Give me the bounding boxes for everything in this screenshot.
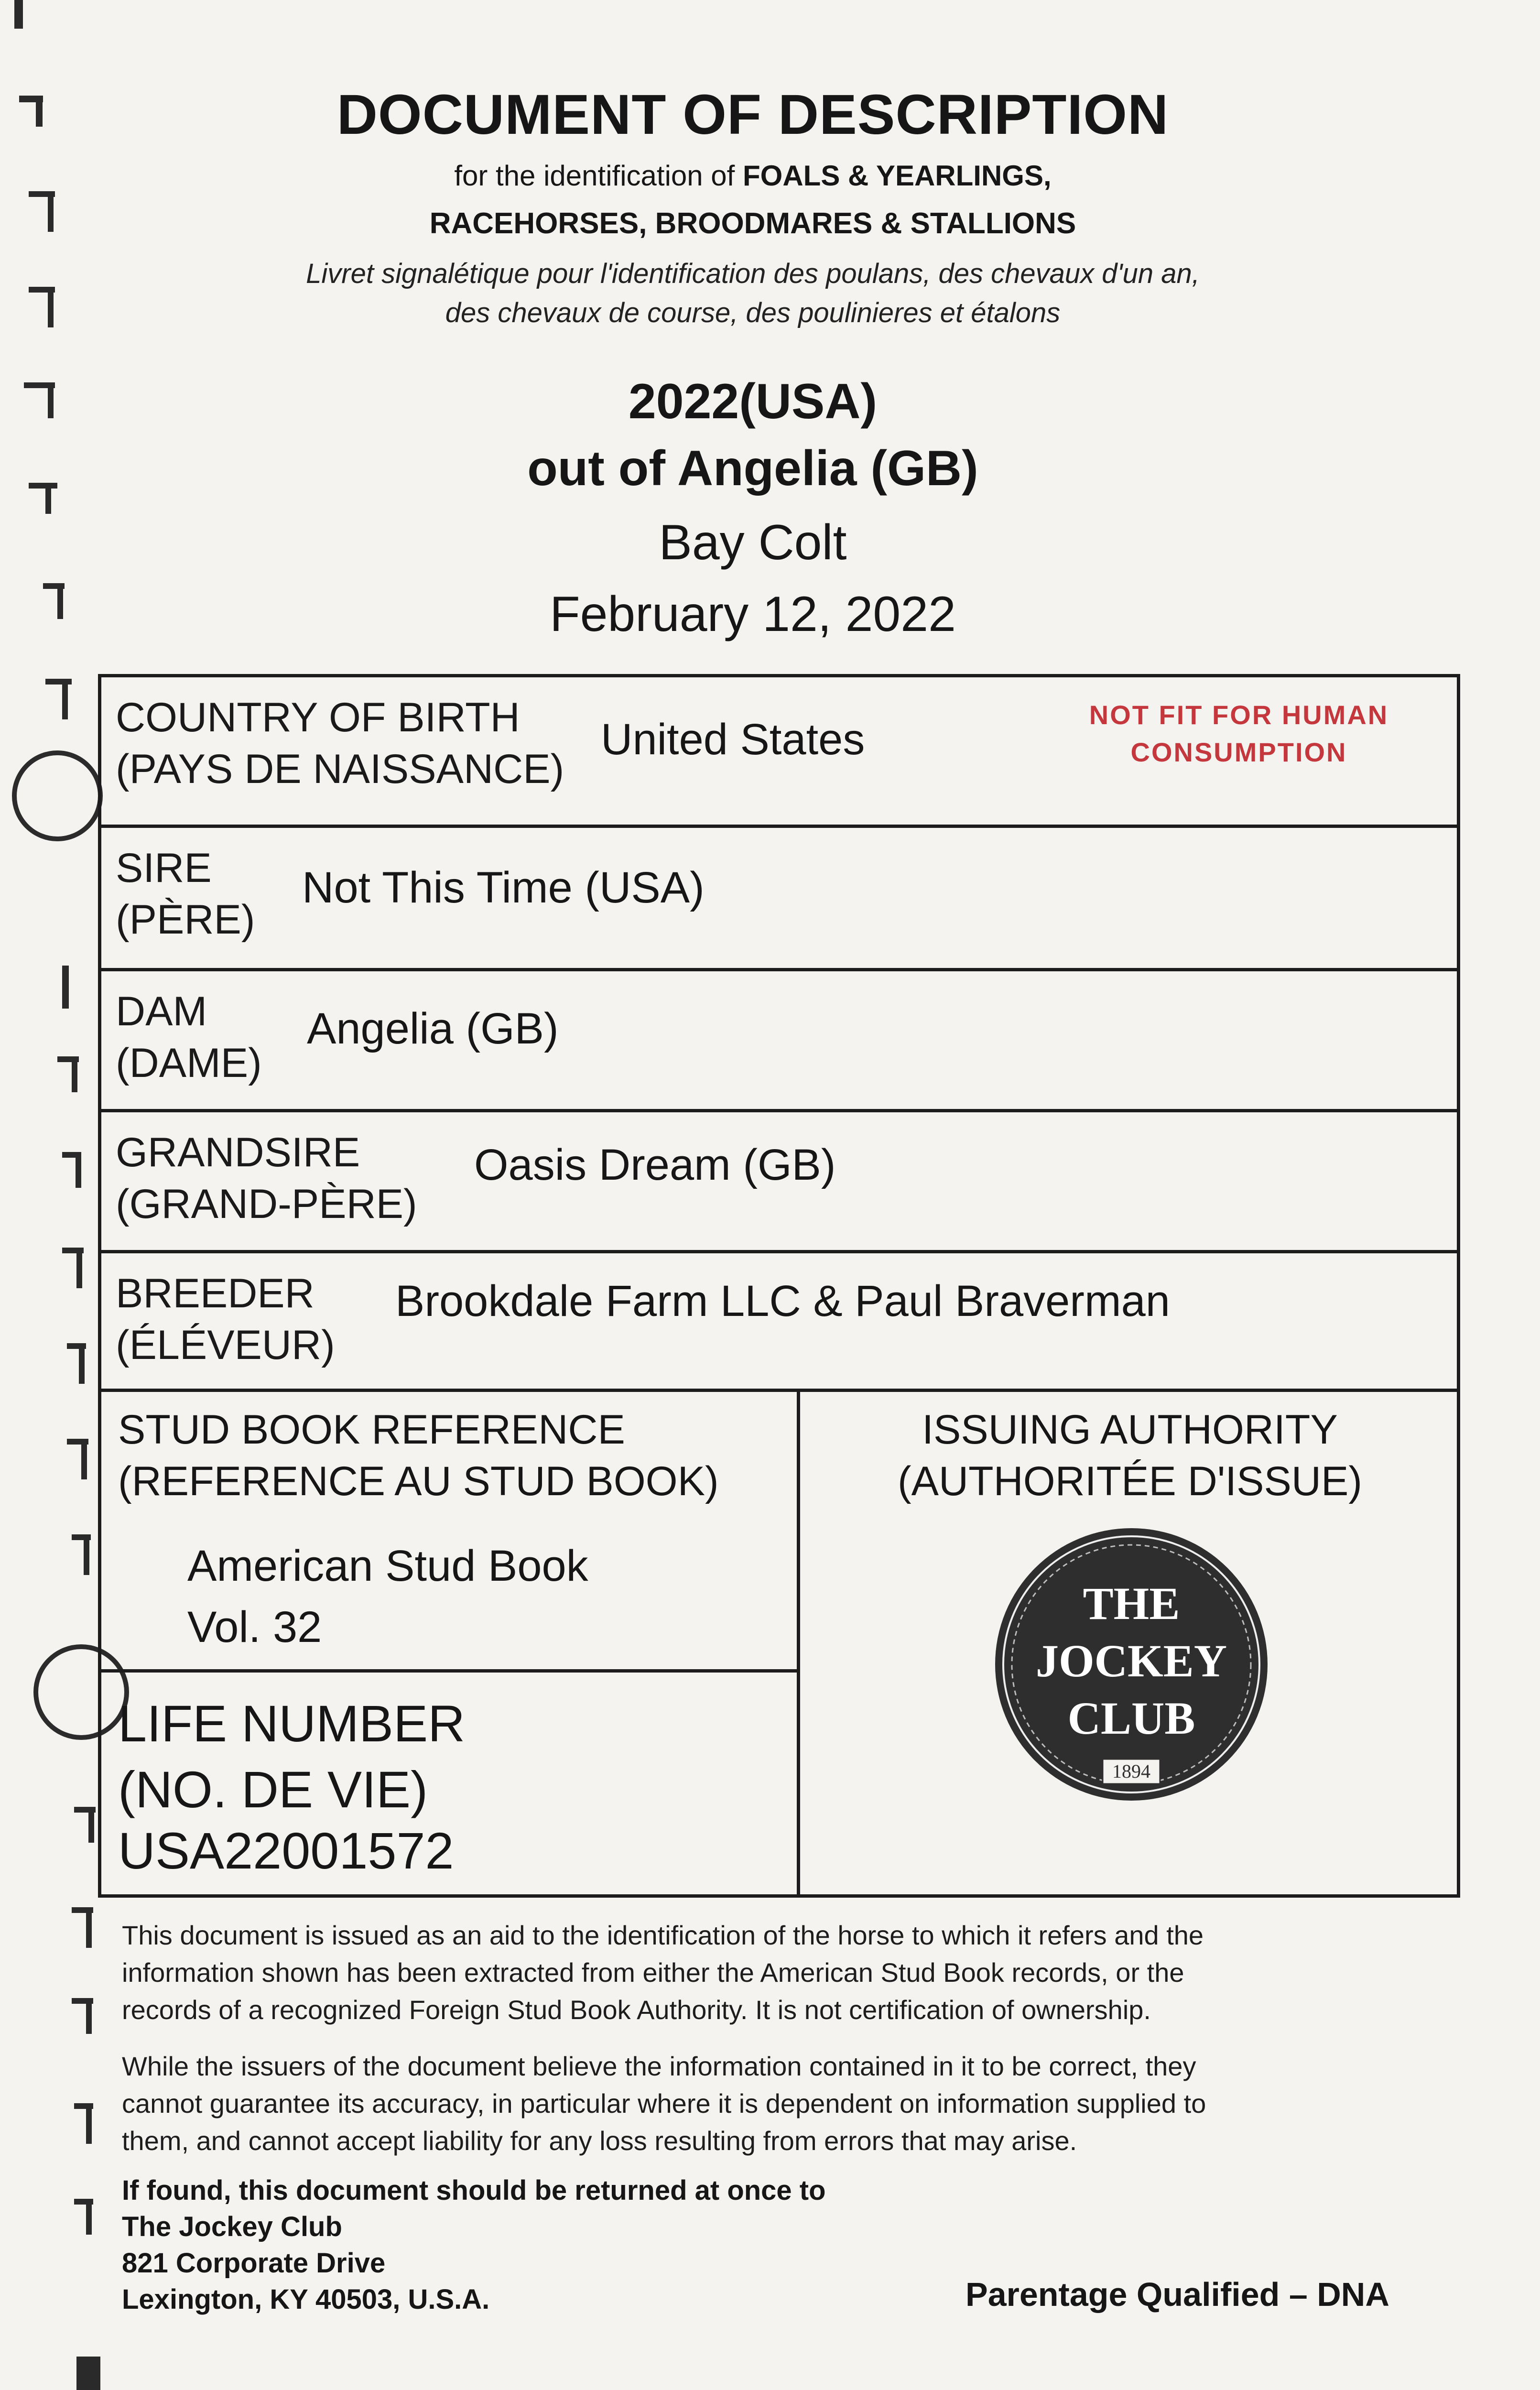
disclaimer-1-line-2: information shown has been extracted from either the American Stud Book records, or the [122, 1957, 1184, 1988]
binder-tick [76, 2357, 100, 2390]
issuing-authority-label [800, 1404, 1460, 1507]
binder-tick [84, 1537, 89, 1575]
issuing-authority-label-en: ISSUING AUTHORITY [922, 1407, 1338, 1453]
binder-tick [81, 1441, 87, 1479]
out-of-dam: out of Angelia (GB) [527, 441, 978, 496]
record-table [98, 674, 1460, 1898]
binder-tick [48, 385, 54, 418]
document-header [143, 81, 1362, 333]
disclaimer-2-line-3: them, and cannot accept liability for any loss resulting from errors that may arise. [122, 2126, 1077, 2156]
binder-tick [62, 681, 68, 719]
row-sire [98, 825, 1460, 968]
binder-tick [36, 98, 43, 127]
binder-tick [86, 1910, 92, 1948]
country-of-birth-label [116, 692, 564, 795]
row-country-of-birth [98, 674, 1460, 825]
vertical-divider [797, 1392, 800, 1894]
dam-label-en: DAM [116, 989, 207, 1034]
stud-book-label-fr: (REFERENCE AU STUD BOOK) [118, 1458, 719, 1504]
grandsire-label-fr: (GRAND-PÈRE) [116, 1181, 417, 1227]
disclaimer [122, 1917, 1422, 2179]
return-instruction: If found, this document should be returned at once to [122, 2175, 826, 2206]
binder-tick [88, 1809, 94, 1843]
binder-tick [72, 1059, 77, 1092]
stud-book-volume: Vol. 32 [187, 1603, 322, 1651]
stud-book-label [118, 1404, 719, 1507]
return-address [122, 2173, 826, 2318]
sire-label-fr: (PÈRE) [116, 897, 255, 943]
binder-tick [86, 2000, 92, 2034]
country-of-birth-value: United States [601, 715, 865, 764]
french-line-1: Livret signalétique pour l'identification des poulans, des chevaux d'un an, [306, 258, 1200, 289]
subtitle-line-1 [143, 152, 1362, 200]
parentage-dna-note: Parentage Qualified – DNA [965, 2276, 1389, 2313]
disclaimer-2-line-2: cannot guarantee its accuracy, in particular where it is dependent on information supplied to [122, 2088, 1206, 2118]
sire-label-en: SIRE [116, 845, 212, 891]
disclaimer-1-line-1: This document is issued as an aid to the identification of the horse to which it refers and the [122, 1920, 1204, 1950]
binder-tick [14, 0, 23, 29]
life-number-label [118, 1691, 465, 1823]
grandsire-label-en: GRANDSIRE [116, 1130, 360, 1175]
binder-tick [48, 194, 54, 232]
binder-tick [76, 1250, 82, 1288]
document-title: DOCUMENT OF DESCRIPTION [336, 83, 1169, 146]
binder-tick [76, 1154, 81, 1188]
warning-line-2: CONSUMPTION [1130, 737, 1347, 767]
binder-tick [45, 485, 51, 514]
row-grandsire [98, 1109, 1460, 1250]
row-dam [98, 968, 1460, 1109]
row-breeder [98, 1250, 1460, 1389]
country-of-birth-label-en: COUNTRY OF BIRTH [116, 695, 520, 740]
binder-edge [0, 0, 110, 2390]
breeder-label-en: BREEDER [116, 1271, 315, 1316]
binder-ring-icon [12, 750, 103, 841]
french-line-2: des chevaux de course, des poulinieres et étalons [445, 297, 1061, 328]
return-street: 821 Corporate Drive [122, 2248, 386, 2279]
stud-book-name: American Stud Book [187, 1542, 588, 1590]
split-section [98, 1389, 1460, 1898]
breeder-label [116, 1268, 335, 1371]
binder-tick [62, 966, 69, 1009]
sire-label [116, 842, 255, 945]
seal-text-club: CLUB [1067, 1693, 1195, 1744]
breeder-label-fr: (ÉLÉVEUR) [116, 1322, 335, 1368]
seal-text-the: THE [1083, 1578, 1180, 1629]
binder-tick [57, 586, 63, 619]
foal-date: February 12, 2022 [550, 587, 956, 642]
life-number-label-en: LIFE NUMBER [118, 1695, 466, 1752]
disclaimer-paragraph-2 [122, 2048, 1422, 2160]
dam-value: Angelia (GB) [307, 1004, 559, 1053]
color-sex: Bay Colt [659, 515, 847, 570]
grandsire-value: Oasis Dream (GB) [474, 1141, 836, 1189]
jockey-club-seal-icon [993, 1526, 1270, 1803]
life-number-value: USA22001572 [118, 1822, 454, 1879]
disclaimer-1-line-3: records of a recognized Foreign Stud Book Authority. It is not certification of ownership. [122, 1995, 1151, 2025]
subtitle-prefix: for the identification of [454, 160, 735, 192]
sire-value: Not This Time (USA) [302, 863, 705, 912]
disclaimer-paragraph-1 [122, 1917, 1422, 2029]
return-city: Lexington, KY 40503, U.S.A. [122, 2284, 490, 2315]
seal-year: 1894 [1112, 1760, 1150, 1782]
disclaimer-2-line-1: While the issuers of the document believe the information contained in it to be correct, they [122, 2051, 1196, 2081]
not-fit-warning [1062, 696, 1416, 771]
horse-identity [143, 368, 1362, 650]
seal-text-jockey: JOCKEY [1035, 1635, 1227, 1686]
binder-tick [29, 483, 57, 489]
horizontal-divider [101, 1669, 799, 1673]
grandsire-label [116, 1127, 417, 1230]
breeder-value: Brookdale Farm LLC & Paul Braverman [395, 1277, 1170, 1325]
binder-tick [48, 289, 54, 327]
subtitle-bold-1: FOALS & YEARLINGS, [743, 160, 1052, 192]
life-number-label-fr: (NO. DE VIE) [118, 1760, 428, 1818]
binder-tick [86, 2201, 92, 2235]
dam-label [116, 986, 262, 1089]
subtitle-bold-2: RACEHORSES, BROODMARES & STALLIONS [429, 207, 1076, 240]
dam-label-fr: (DAME) [116, 1040, 262, 1086]
stud-book-value [187, 1535, 588, 1658]
country-of-birth-label-fr: (PAYS DE NAISSANCE) [116, 746, 564, 792]
return-organization: The Jockey Club [122, 2211, 342, 2242]
stud-book-label-en: STUD BOOK REFERENCE [118, 1407, 625, 1453]
french-subtitle [143, 254, 1362, 333]
binder-tick [79, 1346, 85, 1384]
foal-year-country: 2022(USA) [628, 374, 878, 429]
issuing-authority-label-fr: (AUTHORITÉE D'ISSUE) [897, 1458, 1363, 1504]
binder-tick [86, 2106, 92, 2144]
warning-line-1: NOT FIT FOR HUMAN [1089, 700, 1389, 730]
